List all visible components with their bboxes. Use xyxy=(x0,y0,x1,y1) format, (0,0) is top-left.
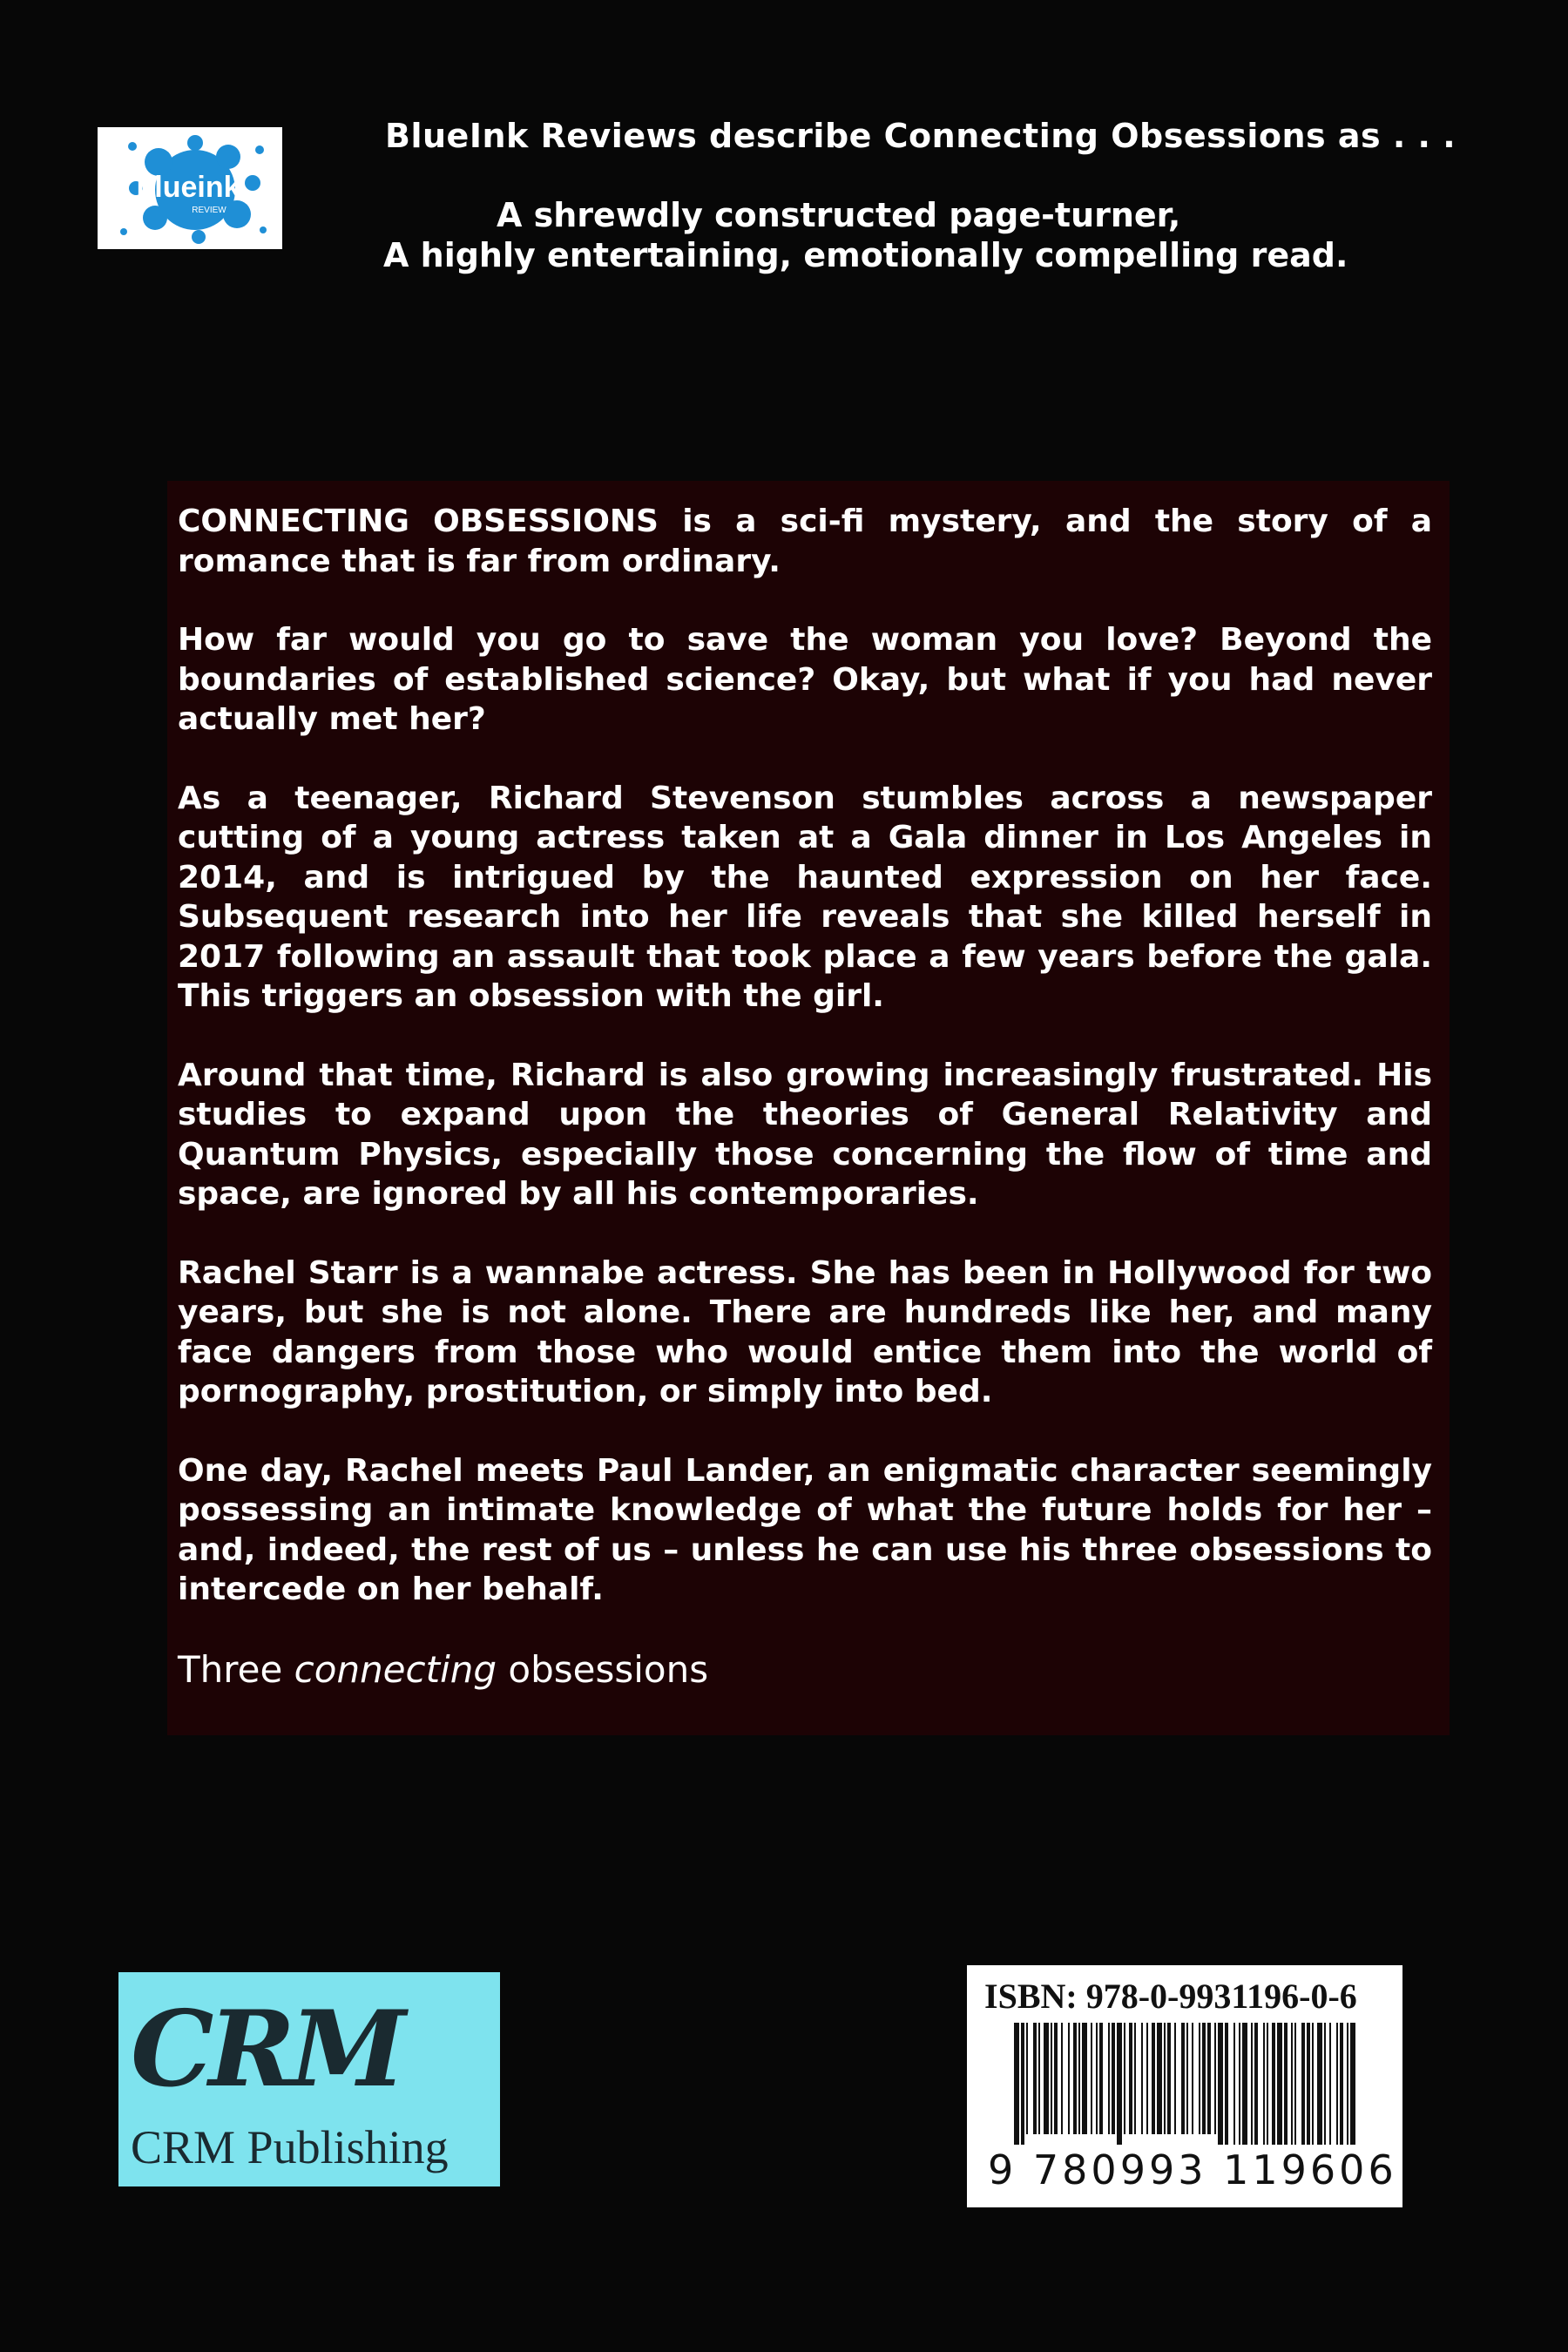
barcode-bar xyxy=(1312,2023,1314,2145)
barcode-bar xyxy=(1199,2023,1200,2134)
barcode-bar xyxy=(1307,2023,1310,2145)
isbn-barcode xyxy=(967,1965,1402,2207)
blueink-logo-text: blueink xyxy=(136,171,240,204)
barcode-bar xyxy=(1347,2023,1348,2145)
barcode-bar xyxy=(1096,2023,1098,2134)
barcode-bar xyxy=(1091,2023,1092,2134)
barcode-bar xyxy=(1044,2023,1049,2134)
tagline-emphasis: connecting xyxy=(294,1648,497,1691)
barcode-bar xyxy=(1294,2023,1296,2145)
barcode-bar xyxy=(1192,2023,1193,2134)
barcode-bar xyxy=(1033,2023,1037,2134)
isbn-label: ISBN: 978-0-9931196-0-6 xyxy=(984,1977,1357,2016)
barcode-bar xyxy=(1082,2023,1087,2134)
barcode-bar xyxy=(1242,2023,1247,2145)
barcode-bar xyxy=(1214,2023,1216,2134)
barcode-bar xyxy=(1218,2023,1223,2145)
barcode-bar xyxy=(1263,2023,1265,2145)
barcode-bar xyxy=(1054,2023,1058,2134)
barcode-bar xyxy=(1134,2023,1136,2134)
barcode-bar xyxy=(1108,2023,1110,2134)
tagline-pre: Three xyxy=(178,1648,294,1691)
barcode-bar xyxy=(1073,2023,1077,2134)
barcode-bar xyxy=(1202,2023,1206,2134)
review-quote: A highly entertaining, emotionally compelling read. xyxy=(383,236,1348,274)
blueink-logo-subtext: REVIEW xyxy=(192,206,226,215)
barcode-bar xyxy=(1291,2023,1293,2145)
barcode-bar xyxy=(1146,2023,1148,2134)
barcode-bar xyxy=(1186,2023,1188,2134)
barcode-bar xyxy=(1324,2023,1326,2145)
tagline xyxy=(178,1648,708,1691)
review-intro: BlueInk Reviews describe Connecting Obsessions as . . . xyxy=(385,117,1456,155)
blurb-paragraph: Rachel Starr is a wannabe actress. She has been in Hollywood for two years, but she is not alone. There are hundreds like her, and many face dangers from those who would entice them into the world of pornography, prostitution, or simply into bed. xyxy=(178,1254,1432,1409)
barcode-bar xyxy=(1174,2023,1176,2134)
barcode-bar xyxy=(1284,2023,1288,2145)
blurb-paragraph: One day, Rachel meets Paul Lander, an enigmatic character seemingly possessing an intimate knowledge of what the future holds for her – and, indeed, the rest of us – unless he can use his three obsessions to intercede on her behalf. xyxy=(178,1452,1432,1607)
blurb-paragraph: CONNECTING OBSESSIONS is a sci-fi mystery, and the story of a romance that is far from ordinary. xyxy=(178,504,1432,579)
barcode-bar xyxy=(1026,2023,1028,2134)
barcode-digits: 9 780993 119606 xyxy=(988,2146,1397,2193)
barcode-bar xyxy=(1272,2023,1275,2145)
barcode-bar xyxy=(1336,2023,1338,2145)
barcode-bar xyxy=(1164,2023,1166,2134)
barcode-bar xyxy=(1207,2023,1211,2134)
barcode-bar xyxy=(1051,2023,1052,2134)
blueink-review-logo xyxy=(98,127,282,249)
barcode-bar xyxy=(1014,2023,1019,2145)
barcode-bar xyxy=(1329,2023,1331,2145)
blurb-text xyxy=(178,502,1432,1649)
barcode-bar xyxy=(1099,2023,1103,2134)
barcode-bar xyxy=(1254,2023,1258,2145)
barcode-bar xyxy=(1124,2023,1125,2134)
tagline-post: obsessions xyxy=(497,1648,709,1691)
blurb-paragraph: Around that time, Richard is also growing increasingly frustrated. His studies to expand upon the theories of General Relativity and Quantum Physics, especially those concerning the flow of time and space, are ignored by all his contemporaries. xyxy=(178,1057,1432,1212)
barcode-bars xyxy=(1014,2023,1355,2145)
barcode-bar xyxy=(1129,2023,1132,2134)
barcode-bar xyxy=(1152,2023,1155,2134)
barcode-bar xyxy=(1350,2023,1355,2145)
barcode-bar xyxy=(1112,2023,1115,2134)
barcode-bar xyxy=(1061,2023,1063,2134)
ink-splash-icon xyxy=(98,127,282,249)
barcode-bar xyxy=(1038,2023,1040,2134)
barcode-bar xyxy=(1181,2023,1185,2134)
publisher-name: CRM Publishing xyxy=(131,2121,449,2173)
barcode-bar xyxy=(1117,2023,1122,2145)
barcode-bar xyxy=(1157,2023,1162,2134)
review-quote: A shrewdly constructed page-turner, xyxy=(497,196,1181,234)
blurb-paragraph: As a teenager, Richard Stevenson stumbles across a newspaper cutting of a young actress taken at a Gala dinner in Los Angeles in 2014, and is intrigued by the haunted expression on her face. Subsequent research into her life reveals that she killed herself in 2017 following an assault that took place a few years before the gala. This triggers an obsession with the girl. xyxy=(178,780,1432,1014)
barcode-bar xyxy=(1167,2023,1171,2134)
review-quotes xyxy=(383,195,1429,275)
blurb-paragraph: How far would you go to save the woman you love? Beyond the boundaries of established science? Okay, but what if you had never actually met her? xyxy=(178,622,1432,737)
barcode-bar xyxy=(1251,2023,1253,2145)
barcode-bar xyxy=(1317,2023,1322,2145)
crm-publishing-logo xyxy=(118,1972,500,2186)
barcode-bar xyxy=(1068,2023,1070,2134)
barcode-bar xyxy=(1078,2023,1080,2134)
barcode-bar xyxy=(1267,2023,1268,2145)
blurb-panel xyxy=(167,481,1450,1735)
barcode-bar xyxy=(1301,2023,1305,2145)
barcode-bar xyxy=(1233,2023,1235,2145)
barcode-bar xyxy=(1239,2023,1240,2145)
barcode-bar xyxy=(1021,2023,1024,2145)
barcode-bar xyxy=(1141,2023,1143,2134)
barcode-bar xyxy=(1277,2023,1282,2145)
crm-logo-mark: CRM xyxy=(131,1988,402,2111)
barcode-bar xyxy=(1225,2023,1228,2145)
barcode-bar xyxy=(1340,2023,1343,2145)
